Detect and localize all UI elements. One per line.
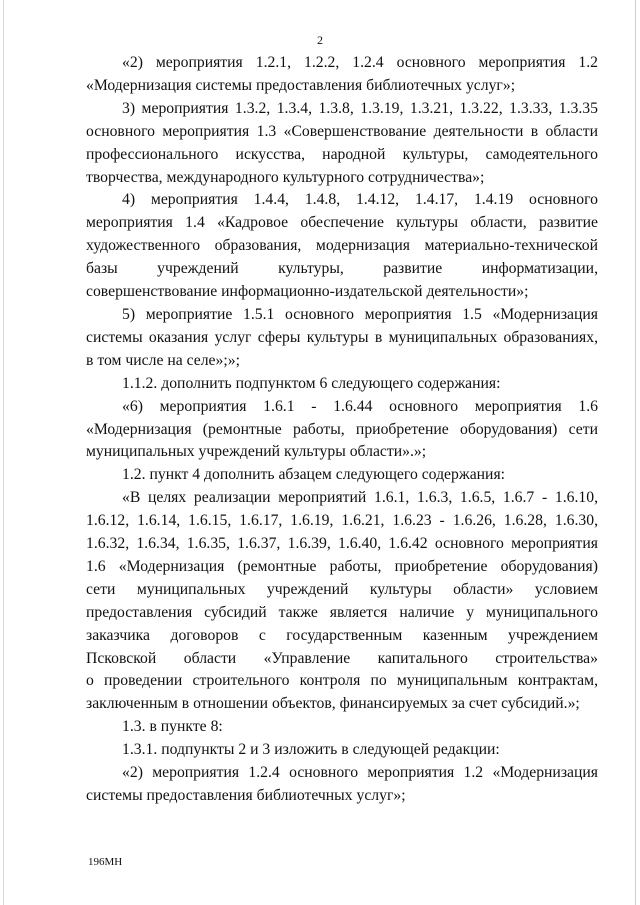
paragraph-line: «2) мероприятия 1.2.4 основного мероприятия 1.2 «Модернизация bbox=[122, 764, 598, 782]
paragraph-line: муниципальных учреждений культуры области».»; bbox=[86, 443, 427, 461]
paragraph bbox=[86, 304, 598, 373]
paragraph-line: 1.1.2. дополнить подпунктом 6 следующего содержания: bbox=[122, 374, 501, 392]
paragraph-line: заказчика договоров с государственным казенным учреждением bbox=[86, 626, 598, 644]
paragraph-line: 1.3.1. подпункты 2 и 3 изложить в следующей редакции: bbox=[122, 741, 500, 759]
paragraph bbox=[86, 716, 598, 739]
paragraph-line: заключенным в отношении объектов, финансируемых за счет субсидий.»; bbox=[86, 695, 580, 713]
paragraph-line: профессионального искусства, народной культуры, самодеятельного bbox=[86, 145, 598, 163]
paragraph-line: 1.6 «Модернизация (ремонтные работы, приобретение оборудования) bbox=[86, 557, 598, 575]
paragraph-line: 1.2. пункт 4 дополнить абзацем следующего содержания: bbox=[122, 466, 506, 484]
paragraph-line: 4) мероприятия 1.4.4, 1.4.8, 1.4.12, 1.4.17, 1.4.19 основного bbox=[122, 191, 598, 209]
paragraph-line: в том числе на селе»;»; bbox=[86, 351, 240, 369]
paragraph-line: мероприятия 1.4 «Кадровое обеспечение культуры области, развитие bbox=[86, 214, 598, 232]
paragraph bbox=[86, 52, 598, 98]
paragraph bbox=[86, 464, 598, 487]
paragraph-line: 5) мероприятие 1.5.1 основного мероприятия 1.5 «Модернизация bbox=[122, 305, 598, 323]
scan-edge-left bbox=[3, 0, 4, 905]
paragraph-line: основного мероприятия 1.3 «Совершенствование деятельности в области bbox=[86, 122, 598, 140]
page-number: 2 bbox=[317, 33, 323, 47]
document-code: 196МН bbox=[88, 856, 123, 868]
paragraph-line: 3) мероприятия 1.3.2, 1.3.4, 1.3.8, 1.3.19, 1.3.21, 1.3.22, 1.3.33, 1.3.35 bbox=[122, 99, 598, 117]
paragraph-line: художественного образования, модернизация материально-технической bbox=[86, 237, 598, 255]
paragraph-line: сети муниципальных учреждений культуры области» условием bbox=[86, 580, 598, 598]
paragraph bbox=[86, 739, 598, 762]
document-body bbox=[86, 52, 598, 808]
paragraph bbox=[86, 189, 598, 304]
paragraph-line: базы учреждений культуры, развитие информатизации, bbox=[86, 260, 598, 278]
paragraph bbox=[86, 98, 598, 190]
paragraph-line: «6) мероприятия 1.6.1 - 1.6.44 основного мероприятия 1.6 bbox=[122, 397, 598, 415]
paragraph-line: «В целях реализации мероприятий 1.6.1, 1.6.3, 1.6.5, 1.6.7 - 1.6.10, bbox=[122, 489, 598, 507]
paragraph-line: Псковской области «Управление капитального строительства» bbox=[86, 649, 598, 667]
paragraph-line: системы предоставления библиотечных услуг»; bbox=[86, 787, 406, 804]
paragraph-line: «2) мероприятия 1.2.1, 1.2.2, 1.2.4 основного мероприятия 1.2 bbox=[122, 54, 598, 71]
paragraph-line: о проведении строительного контроля по муниципальным контрактам, bbox=[86, 672, 598, 690]
paragraph bbox=[86, 487, 598, 716]
paragraph-line: 1.6.12, 1.6.14, 1.6.15, 1.6.17, 1.6.19, 1.6.21, 1.6.23 - 1.6.26, 1.6.28, 1.6.30, bbox=[86, 512, 598, 530]
paragraph bbox=[86, 373, 598, 396]
paragraph-line: системы оказания услуг сферы культуры в муниципальных образованиях, bbox=[86, 328, 598, 346]
scan-edge-right bbox=[635, 0, 636, 905]
paragraph-line: предоставления субсидий также является наличие у муниципального bbox=[86, 603, 598, 621]
paragraph-line: «Модернизация (ремонтные работы, приобретение оборудования) сети bbox=[86, 420, 598, 438]
paragraph-line: 1.3. в пункте 8: bbox=[122, 718, 223, 736]
paragraph-line: творчества, международного культурного сотрудничества»; bbox=[86, 168, 485, 186]
paragraph-line: совершенствование информационно-издательской деятельности»; bbox=[86, 283, 529, 301]
paragraph bbox=[86, 762, 598, 808]
paragraph-line: «Модернизация системы предоставления библиотечных услуг»; bbox=[86, 76, 516, 94]
paragraph-line: 1.6.32, 1.6.34, 1.6.35, 1.6.37, 1.6.39, 1.6.40, 1.6.42 основного мероприятия bbox=[86, 535, 598, 553]
paragraph bbox=[86, 396, 598, 465]
